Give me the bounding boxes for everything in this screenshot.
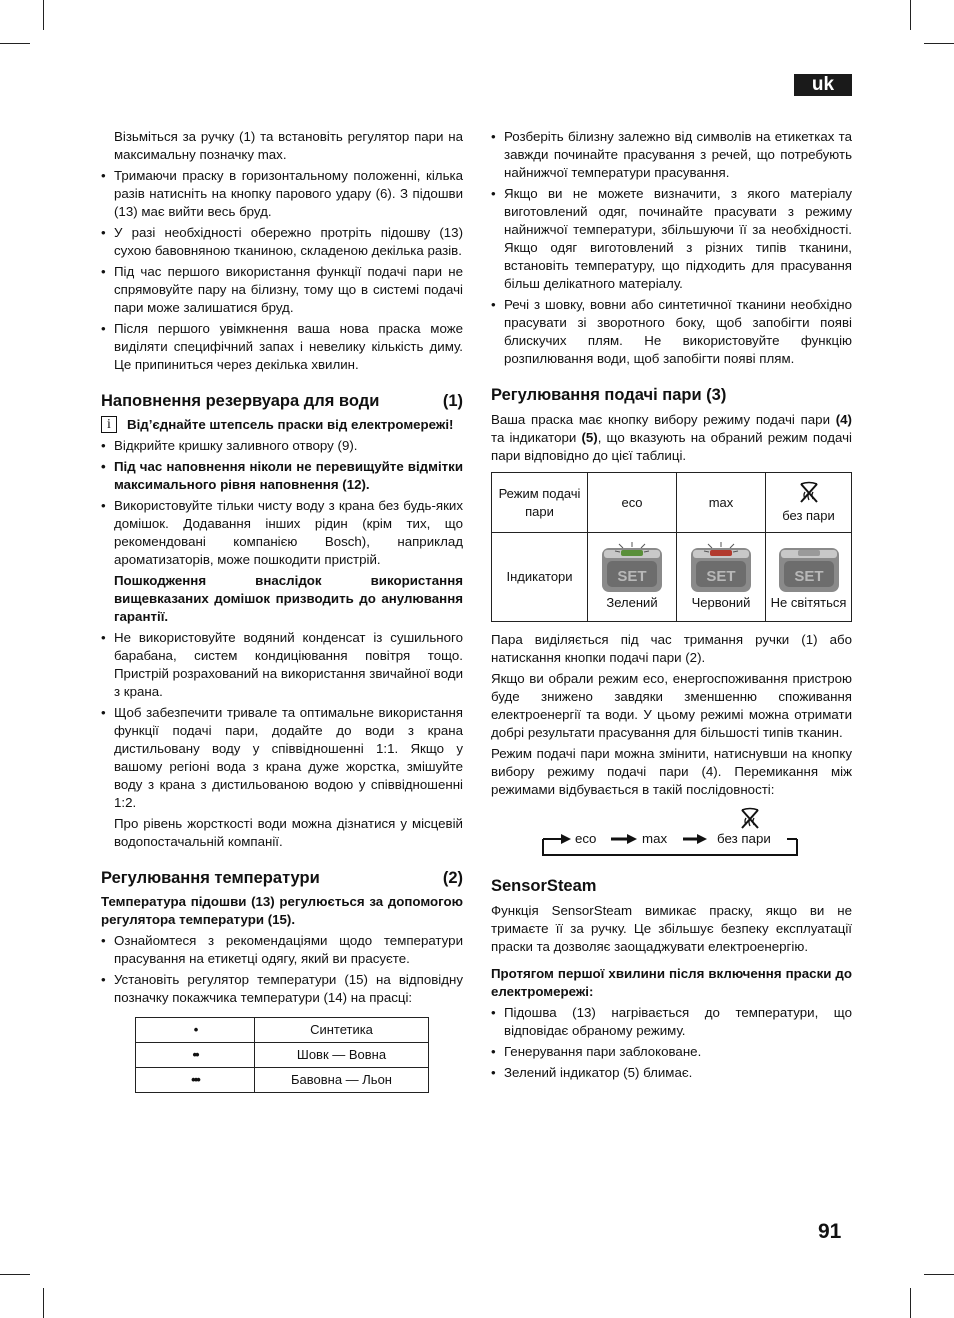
sensorsteam-heading-text: SensorSteam: [491, 877, 597, 895]
sensorsteam-list: [491, 1004, 852, 1082]
steam-heading: [491, 386, 852, 404]
no-steam-icon: [796, 481, 822, 505]
steam-mode-table: [491, 472, 852, 622]
temp-heading-text: Регулювання температури: [101, 869, 320, 887]
list-item: • Установіть регулятор температури (15) на відповідну позначку покажчика температури (14) на прасці:: [101, 971, 463, 1007]
temperature-table: [135, 1017, 429, 1093]
set-button-green-icon: [599, 542, 665, 594]
fill-list-2: [101, 629, 463, 812]
info-text: Від’єднайте штепсель праски від електромережі!: [127, 417, 454, 432]
sequence-arrows: [491, 809, 852, 863]
sensorsteam-bold-paragraph: Протягом першої хвилини після включення праски до електромережі:: [491, 966, 852, 999]
crop-mark: [924, 1274, 954, 1275]
intro-part: Ваша праска має кнопку вибору режиму подачі пари: [491, 412, 836, 427]
sensorsteam-heading: [491, 877, 852, 895]
mode-label: max: [708, 494, 734, 510]
row-label: Індикатори: [492, 533, 588, 622]
crop-mark: [0, 1274, 30, 1275]
mode-label: eco: [621, 494, 643, 510]
mode-sequence-diagram: [491, 809, 852, 863]
indicator-green: [588, 533, 677, 622]
warning-text: Пошкодження внаслідок використання вищевказаних домішок призводить до анулювання гарантії.: [114, 573, 463, 624]
steam-heading-text: Регулювання подачі пари (3): [491, 386, 727, 404]
set-button-off-icon: [776, 542, 842, 594]
indicator-label: Червоний: [691, 595, 751, 610]
crop-mark: [924, 43, 954, 44]
list-item: • Зелений індикатор (5) блимає.: [491, 1064, 852, 1082]
list-item: • Відкрийте кришку заливного отвору (9).: [101, 437, 463, 455]
steam-paragraph-2: Якщо ви обрали режим eco, енергоспоживання пристрою буде знижено завдяки зменшенню споживання електроенергії та води. У цьому режимі можна отримати добрі результати прасування для більшості типів тканин.: [491, 671, 852, 740]
mode-no-steam: [766, 473, 852, 533]
sequence-step: max: [642, 831, 668, 846]
temp-intro: Температура підошви (13) регулюється за допомогою регулятора температури (15).: [101, 894, 463, 927]
intro-part: , що вказують на обраний режим подачі пари відповідно до цієї таблиці.: [491, 430, 852, 463]
list-item: • Якщо ви не можете визначити, з якого матеріалу виготовлений одяг, починайте прасувати з режиму найнижчої температури, збільшуючи її за необхідності. Якщо одяг виготовлений з різних типів тканини, встановіть температуру, що підходить для прасування більш делікатного матеріалу.: [491, 185, 852, 293]
list-item: • Щоб забезпечити тривале та оптимальне використання функції подачі пари, додайте до води з крана дистильовану воду у співвідношенні 1:1. Якщо у вашому регіоні вода з крана дуже жорстка, змішуйте воду з крана з дистильованою водою у співвідношенні 1:2.: [101, 704, 463, 812]
list-item: • Використовуйте тільки чисту воду з крана без будь-яких домішок. Додавання інших рідин (крім тих, що рекомендовані компанією Bosch), наприклад ароматизаторів, може пошкодити пристрій.: [101, 497, 463, 569]
sequence-step: без пари: [717, 831, 771, 846]
mode-label: без пари: [782, 507, 835, 523]
list-item: • Ознайомтеся з рекомендаціями щодо температури прасування на етикетці одягу, який ви прасуєте.: [101, 932, 463, 968]
list-item: • Після першого увімкнення ваша нова праска може виділяти специфічний запах і невелику кількість диму. Це припиниться через декілька хвилин.: [101, 320, 463, 374]
green-led: [621, 550, 643, 556]
indicator-label: Не світяться: [770, 595, 847, 610]
table-row: [136, 1068, 429, 1093]
row-label: Режим подачі пари: [492, 473, 588, 533]
list-item: • У разі необхідності обережно протріть підошву (13) сухою бавовняною тканиною, складеною декілька разів.: [101, 224, 463, 260]
temp-dots: •: [136, 1018, 255, 1043]
fill-heading: [101, 392, 463, 410]
temp-list: [101, 932, 463, 1007]
set-button-red-icon: [688, 542, 754, 594]
list-item: • Генерування пари заблоковане.: [491, 1043, 852, 1061]
temp-dots: •••: [136, 1068, 255, 1093]
info-note: [101, 416, 463, 434]
crop-mark: [43, 1288, 44, 1318]
list-item: • Не використовуйте водяний конденсат із сушильного барабана, систем кондиціювання повітря тощо. Пристрій розрахований на використання звичайної води з крана.: [101, 629, 463, 701]
intro-paragraph: Візьміться за ручку (1) та встановіть регулятор пари на максимальну позначку max.: [114, 129, 463, 162]
mode-max: [677, 473, 766, 533]
sensorsteam-paragraph: Функція SensorSteam вимикає праску, якщо ви не тримаєте її за ручку. Це збільшує безпеку експлуатації праски та дозволяє заощаджувати електроенергію.: [491, 903, 852, 954]
table-row: [492, 473, 852, 533]
intro-part: (4): [835, 412, 852, 427]
list-item: • Розберіть білизну залежно від символів на етикетках та завжди починайте прасування з речей, що потребують найнижчої температури прасування.: [491, 128, 852, 182]
intro-part: (5): [581, 430, 598, 445]
info-icon: i: [101, 416, 117, 433]
list-item: • Підошва (13) нагрівається до температури, що відповідає обраному режиму.: [491, 1004, 852, 1040]
steam-paragraph-1: Пара виділяється під час тримання ручки (1) або натискання кнопки подачі пари (2).: [491, 632, 852, 665]
crop-mark: [910, 0, 911, 30]
temp-label: Шовк — Вовна: [255, 1043, 429, 1068]
intro-part: та індикатори: [491, 430, 582, 445]
temp-label: Бавовна — Льон: [255, 1068, 429, 1093]
list-item: • Тримаючи праску в горизонтальному положенні, кілька разів натисніть на кнопку парового удару (6). З підошви (13) має вийти весь бруд.: [101, 167, 463, 221]
fill-list: [101, 437, 463, 569]
sequence-step: eco: [575, 831, 597, 846]
intro-list: [101, 167, 463, 374]
language-badge: uk: [794, 74, 852, 96]
table-row: [492, 533, 852, 622]
red-led: [710, 550, 732, 556]
page-number: 91: [818, 1220, 842, 1243]
set-label: SET: [793, 568, 824, 585]
off-led: [798, 550, 820, 556]
crop-mark: [43, 0, 44, 30]
temp-label: Синтетика: [255, 1018, 429, 1043]
set-label: SET: [617, 568, 647, 585]
list-item: • Під час наповнення ніколи не перевищуйте відмітки максимального рівня наповнення (12).: [101, 458, 463, 494]
set-label: SET: [706, 568, 736, 585]
mode-eco: [588, 473, 677, 533]
steam-intro: [491, 411, 852, 465]
sorting-list: [491, 128, 852, 368]
temp-heading-num: (2): [442, 869, 463, 887]
table-row: [136, 1043, 429, 1068]
indicator-red: [677, 533, 766, 622]
temp-dots: ••: [136, 1043, 255, 1068]
fill-heading-text: Наповнення резервуара для води: [101, 392, 380, 410]
list-item: • Під час першого використання функції подачі пари не спрямовуйте пару на білизну, тому що в системі подачі пари може залишатися бруд.: [101, 263, 463, 317]
indicator-label: Зелений: [606, 595, 658, 610]
left-column: [101, 128, 463, 1093]
crop-mark: [910, 1288, 911, 1318]
steam-paragraph-3: Режим подачі пари можна змінити, натиснувши на кнопку вибору режиму подачі пари (4). Перемикання між режимами відбувається в такій послідовності:: [491, 746, 852, 797]
fill-heading-num: (1): [442, 392, 463, 410]
right-column: [491, 128, 852, 1085]
crop-mark: [0, 43, 30, 44]
list-item: • Речі з шовку, вовни або синтетичної тканини необхідно прасувати зі зворотного боку, щоб запобігти появі блискучих плям. Не використовуйте функцію розпилювання води, щоб запобігти появі плям.: [491, 296, 852, 368]
temp-heading: [101, 869, 463, 887]
hardness-note: Про рівень жорсткості води можна дізнатися у місцевій водопостачальній компанії.: [114, 816, 463, 849]
no-steam-icon: [737, 807, 763, 831]
indicator-off: [766, 533, 852, 622]
table-row: [136, 1018, 429, 1043]
